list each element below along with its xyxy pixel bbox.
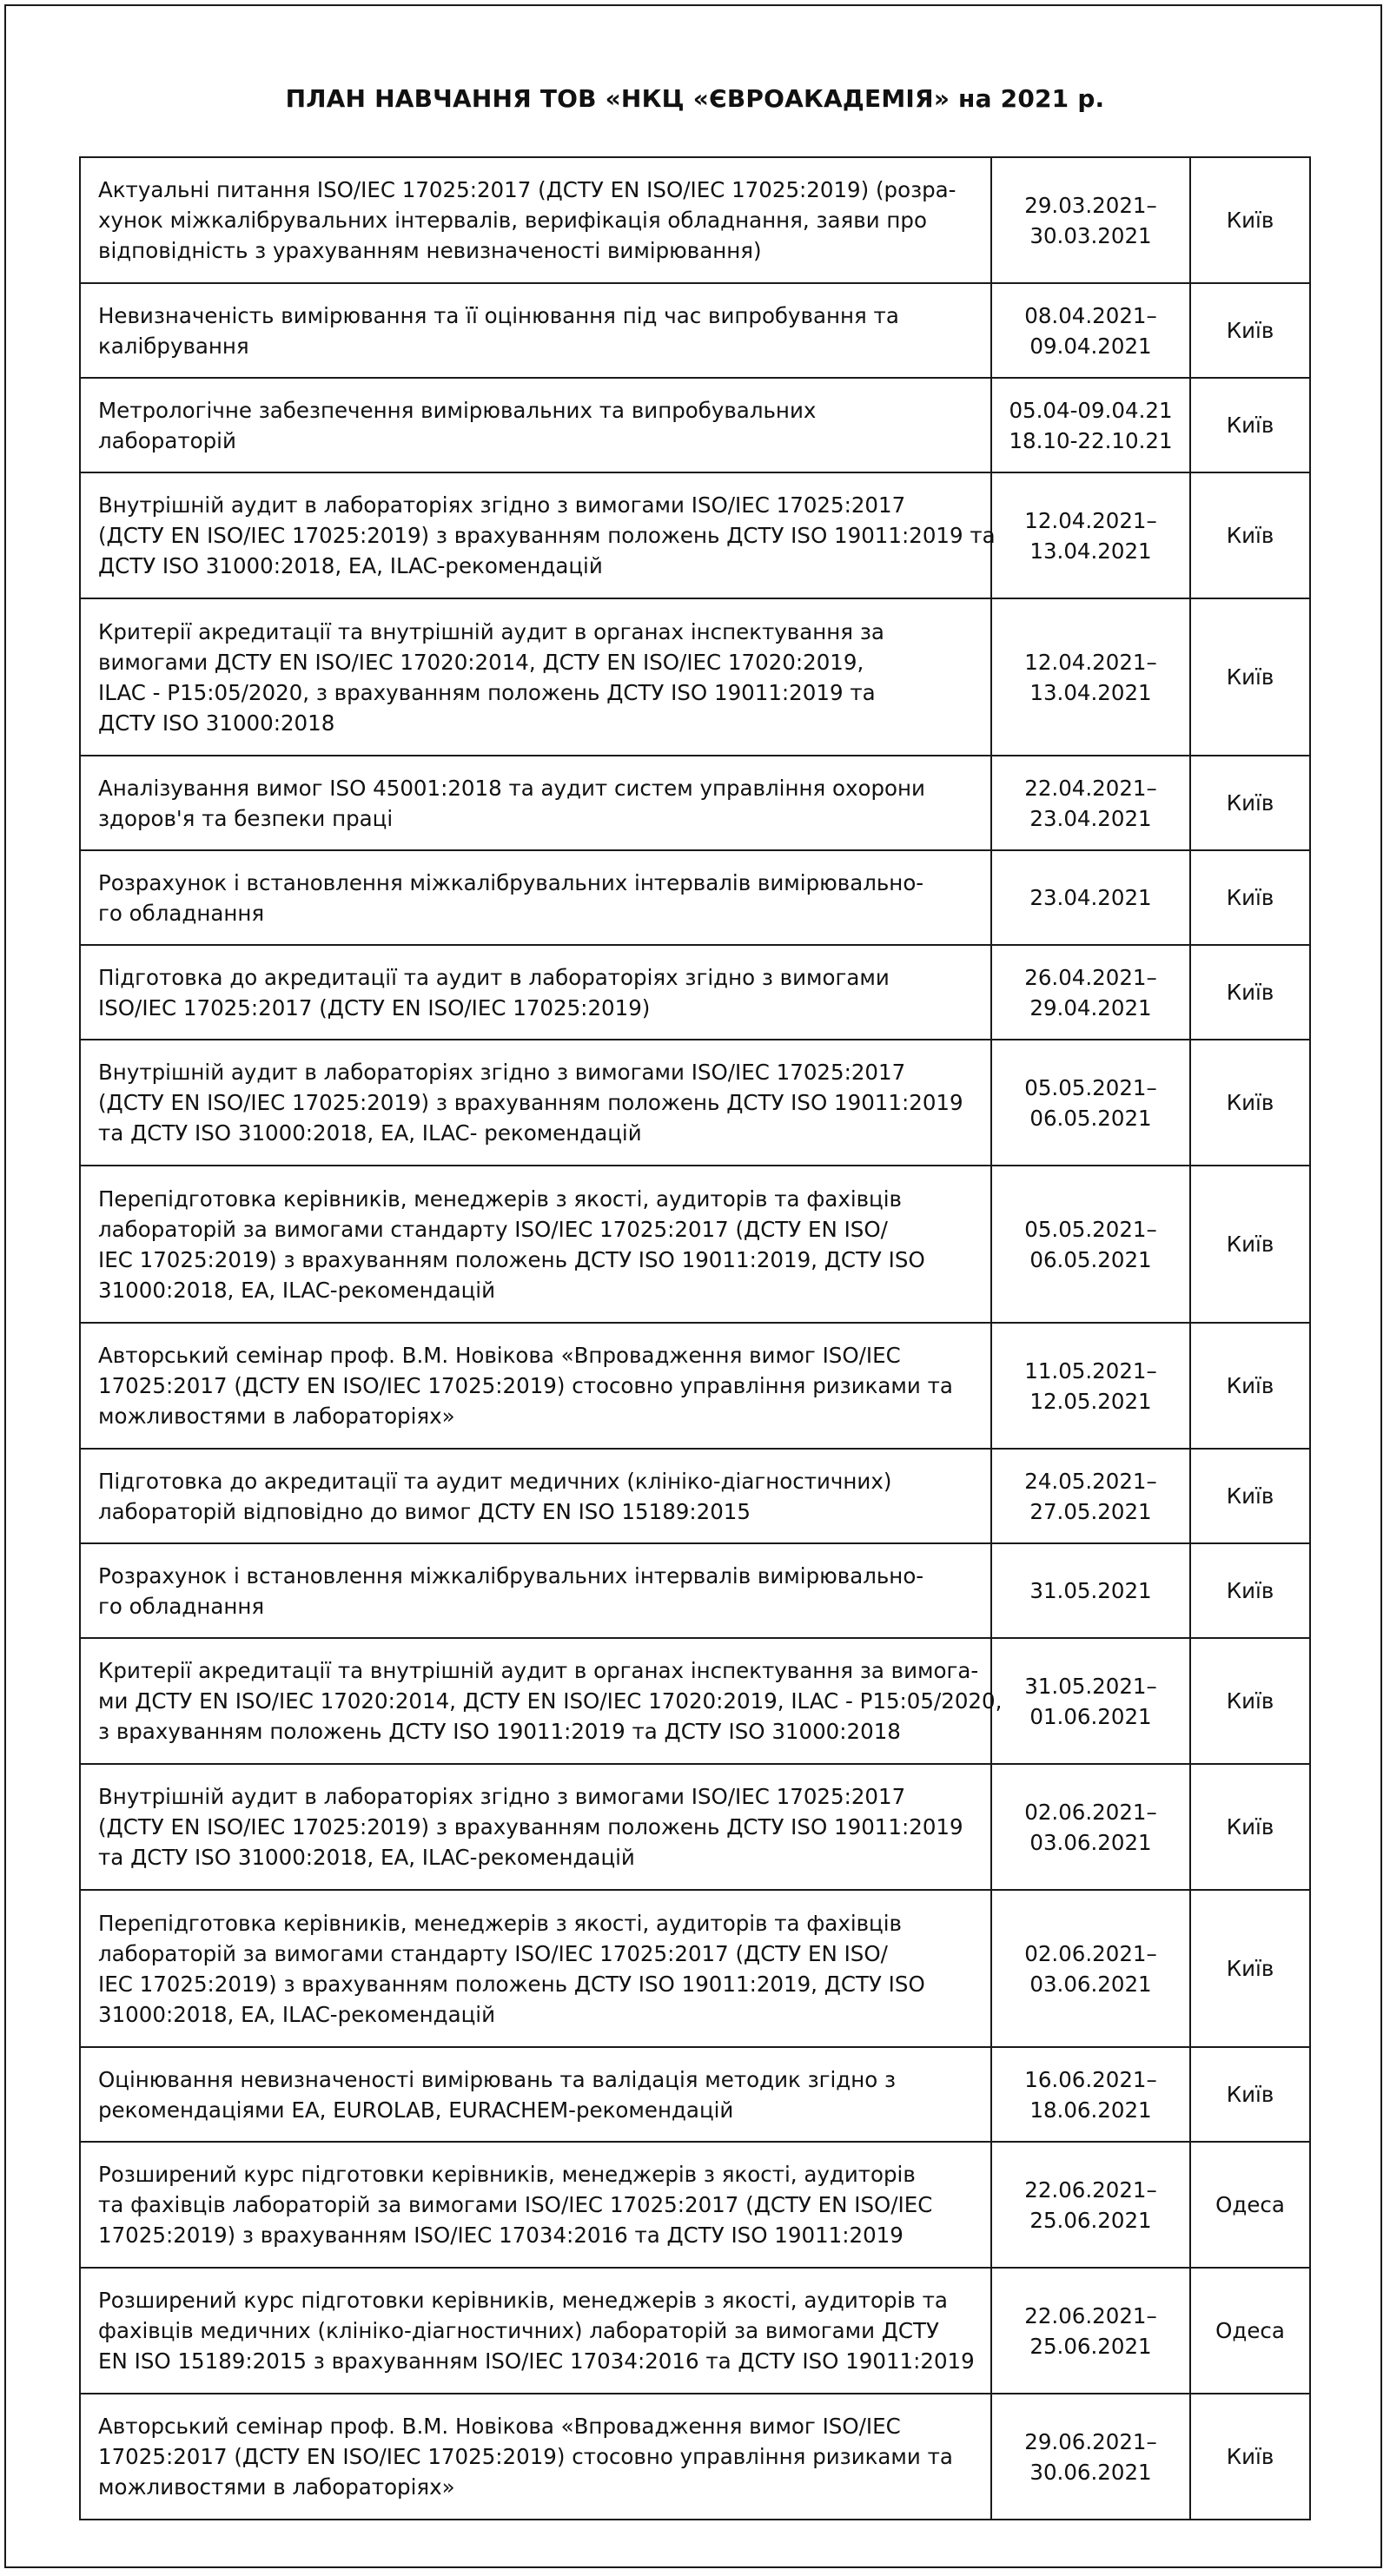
course-title-cell (80, 1166, 991, 1323)
course-title-cell (80, 1449, 991, 1543)
course-city-cell: Київ (1190, 1543, 1310, 1638)
course-title-line: Критерії акредитації та внутрішній аудит в органах інспектування за (98, 618, 884, 644)
course-date-line: 02.06.2021– (1024, 1799, 1157, 1825)
course-city-cell: Київ (1190, 378, 1310, 472)
course-title-line: калібрування (98, 333, 249, 359)
course-date-line: 29.04.2021 (1029, 994, 1152, 1020)
course-date-line: 31.05.2021– (1024, 1673, 1157, 1699)
training-plan-body (80, 157, 1310, 2520)
course-title-line: ILAC - P15:05/2020, з врахуванням положень ДСТУ ISO 19011:2019 та (98, 679, 876, 705)
course-date-line: 13.04.2021 (1029, 538, 1152, 564)
course-title-line: та фахівців лабораторій за вимогами ISO/IEC 17025:2017 (ДСТУ EN ISO/IEC (98, 2192, 933, 2217)
course-date-line: 05.05.2021– (1024, 1216, 1157, 1242)
course-dates-cell (991, 945, 1190, 1040)
course-date-line: 26.04.2021– (1024, 964, 1157, 990)
table-row (80, 2142, 1310, 2268)
course-title-line: рекомендаціями EA, EUROLAB, EURACHEM-рекомендацій (98, 2097, 734, 2123)
course-date-line: 08.04.2021– (1024, 302, 1157, 328)
course-dates-cell (991, 378, 1190, 472)
course-title-line: можливостями в лабораторіях» (98, 1404, 455, 1429)
course-date-line: 22.04.2021– (1024, 775, 1157, 801)
course-city-cell: Київ (1190, 2047, 1310, 2142)
course-city-cell: Київ (1190, 157, 1310, 283)
course-date-line: 31.05.2021 (1029, 1578, 1152, 1603)
course-title-cell (80, 1890, 991, 2047)
course-date-line: 25.06.2021 (1029, 2333, 1152, 2359)
course-title-line: Розширений курс підготовки керівників, менеджерів з якості, аудиторів (98, 2162, 916, 2187)
course-title-line: Розширений курс підготовки керівників, менеджерів з якості, аудиторів та (98, 2288, 948, 2313)
table-row (80, 283, 1310, 378)
table-row (80, 2394, 1310, 2520)
course-title-line: го обладнання (98, 1593, 265, 1619)
course-title-line: (ДСТУ EN ISO/IEC 17025:2019) з врахуванням положень ДСТУ ISO 19011:2019 та (98, 523, 996, 548)
course-date-line: 02.06.2021– (1024, 1940, 1157, 1966)
course-city-cell: Київ (1190, 2394, 1310, 2520)
course-title-line: вимогами ДСТУ EN ISO/IEC 17020:2014, ДСТУ EN ISO/IEC 17020:2019, (98, 649, 864, 675)
course-date-line: 09.04.2021 (1029, 333, 1152, 359)
course-city-cell: Одеса (1190, 2142, 1310, 2268)
course-title-line: (ДСТУ EN ISO/IEC 17025:2019) з врахуванням положень ДСТУ ISO 19011:2019 (98, 1090, 963, 1115)
course-city-cell: Київ (1190, 1449, 1310, 1543)
course-title-line: ДСТУ ISO 31000:2018, EA, ILAC-рекомендацій (98, 553, 603, 578)
course-title-cell (80, 2142, 991, 2268)
course-title-line: хунок міжкалібрувальних інтервалів, верифікація обладнання, заяви про (98, 208, 927, 233)
course-title-line: лабораторій (98, 427, 236, 453)
course-date-line: 11.05.2021– (1024, 1357, 1157, 1384)
table-row (80, 2268, 1310, 2394)
course-city-cell: Київ (1190, 850, 1310, 945)
course-date-line: 16.06.2021– (1024, 2066, 1157, 2092)
table-row (80, 472, 1310, 598)
course-date-line: 01.06.2021 (1029, 1703, 1152, 1729)
course-date-line: 05.05.2021– (1024, 1074, 1157, 1100)
course-title-line: Невизначеність вимірювання та її оцінювання під час випробування та (98, 302, 899, 328)
course-dates-cell (991, 1323, 1190, 1449)
course-date-line: 06.05.2021 (1029, 1246, 1152, 1272)
course-title-line: Актуальні питання ISO/IEC 17025:2017 (ДСТУ EN ISO/IEC 17025:2019) (розра- (98, 177, 956, 202)
course-city-cell: Одеса (1190, 2268, 1310, 2394)
course-title-line: Метрологічне забезпечення вимірювальних та випробувальних (98, 397, 817, 423)
table-row (80, 598, 1310, 756)
course-title-line: лабораторій за вимогами стандарту ISO/IEC 17025:2017 (ДСТУ EN ISO/ (98, 1940, 888, 1966)
course-title-line: 17025:2019) з врахуванням ISO/IEC 17034:2016 та ДСТУ ISO 19011:2019 (98, 2223, 904, 2248)
course-city-cell: Київ (1190, 1764, 1310, 1890)
course-title-line: 17025:2017 (ДСТУ EN ISO/IEC 17025:2019) стосовно управління ризиками та (98, 2444, 953, 2469)
course-title-line: Розрахунок і встановлення міжкалібрувальних інтервалів вимірювально- (98, 869, 924, 895)
course-dates-cell (991, 283, 1190, 378)
course-date-line: 25.06.2021 (1029, 2207, 1152, 2233)
course-title-line: лабораторій відповідно до вимог ДСТУ EN ISO 15189:2015 (98, 1498, 751, 1524)
table-row (80, 157, 1310, 283)
table-row (80, 1638, 1310, 1764)
course-title-line: го обладнання (98, 900, 265, 926)
course-dates-cell (991, 157, 1190, 283)
course-dates-cell (991, 1638, 1190, 1764)
course-date-line: 29.06.2021– (1024, 2428, 1157, 2454)
table-row (80, 1543, 1310, 1638)
course-title-line: Внутрішній аудит в лабораторіях згідно з вимогами ISO/IEC 17025:2017 (98, 492, 906, 518)
course-date-line: 29.03.2021– (1024, 192, 1157, 218)
course-dates-cell (991, 2268, 1190, 2394)
table-row (80, 850, 1310, 945)
table-row (80, 2047, 1310, 2142)
course-date-line: 27.05.2021 (1029, 1498, 1152, 1524)
course-title-cell (80, 850, 991, 945)
table-row (80, 1890, 1310, 2047)
course-date-line: 24.05.2021– (1024, 1468, 1157, 1494)
course-title-line: Внутрішній аудит в лабораторіях згідно з вимогами ISO/IEC 17025:2017 (98, 1784, 906, 1809)
course-date-line: 30.06.2021 (1029, 2459, 1152, 2485)
course-title-cell (80, 756, 991, 850)
course-dates-cell (991, 1543, 1190, 1638)
course-title-line: (ДСТУ EN ISO/IEC 17025:2019) з врахуванням положень ДСТУ ISO 19011:2019 (98, 1814, 963, 1840)
course-title-line: з врахуванням положень ДСТУ ISO 19011:2019 та ДСТУ ISO 31000:2018 (98, 1719, 901, 1744)
course-title-line: можливостями в лабораторіях» (98, 2474, 455, 2500)
table-row (80, 1449, 1310, 1543)
course-title-line: Розрахунок і встановлення міжкалібрувальних інтервалів вимірювально- (98, 1562, 924, 1589)
course-title-cell (80, 1323, 991, 1449)
course-title-line: 31000:2018, EA, ILAC-рекомендацій (98, 1277, 495, 1303)
table-row (80, 756, 1310, 850)
table-row (80, 1040, 1310, 1166)
course-date-line: 05.04-09.04.21 (1009, 397, 1173, 423)
course-date-line: 22.06.2021– (1024, 2176, 1157, 2203)
course-dates-cell (991, 1040, 1190, 1166)
course-title-line: EN ISO 15189:2015 з врахуванням ISO/IEC 17034:2016 та ДСТУ ISO 19011:2019 (98, 2348, 975, 2374)
course-dates-cell (991, 850, 1190, 945)
course-city-cell: Київ (1190, 756, 1310, 850)
course-title-line: Авторський семінар проф. В.М. Новікова «Впровадження вимог ISO/IEC (98, 2414, 901, 2439)
course-title-line: Підготовка до акредитації та аудит медичних (клініко-діагностичних) (98, 1468, 892, 1494)
course-title-cell (80, 1764, 991, 1890)
course-title-line: 17025:2017 (ДСТУ EN ISO/IEC 17025:2019) стосовно управління ризиками та (98, 1373, 953, 1398)
course-dates-cell (991, 472, 1190, 598)
course-dates-cell (991, 2047, 1190, 2142)
course-dates-cell (991, 598, 1190, 756)
page-title: ПЛАН НАВЧАННЯ ТОВ «НКЦ «ЄВРОАКАДЕМІЯ» на 2021 р. (285, 84, 1105, 113)
table-row (80, 1764, 1310, 1890)
course-title-cell (80, 598, 991, 756)
course-date-line: 03.06.2021 (1029, 1829, 1152, 1855)
course-city-cell: Київ (1190, 945, 1310, 1040)
course-city-cell: Київ (1190, 472, 1310, 598)
course-dates-cell (991, 1764, 1190, 1890)
course-title-line: ISO/IEC 17025:2017 (ДСТУ EN ISO/IEC 17025:2019) (98, 994, 651, 1020)
course-date-line: 22.06.2021– (1024, 2302, 1157, 2328)
course-date-line: 23.04.2021 (1029, 885, 1152, 910)
course-title-cell (80, 1638, 1003, 1764)
course-title-line: та ДСТУ ISO 31000:2018, EA, ILAC- рекомендацій (98, 1120, 642, 1146)
course-title-line: Аналізування вимог ISO 45001:2018 та аудит систем управління охорони (98, 775, 925, 801)
course-title-line: 31000:2018, EA, ILAC-рекомендацій (98, 2001, 495, 2027)
course-city-cell: Київ (1190, 1890, 1310, 2047)
course-title-cell (80, 2394, 991, 2520)
course-title-line: Перепідготовка керівників, менеджерів з якості, аудиторів та фахівців (98, 1910, 902, 1936)
course-title-cell (80, 378, 991, 472)
course-title-cell (80, 1543, 991, 1638)
table-row (80, 1323, 1310, 1449)
course-title-cell (80, 2047, 991, 2142)
course-date-line: 23.04.2021 (1029, 805, 1152, 831)
course-date-line: 12.04.2021– (1024, 507, 1157, 533)
course-dates-cell (991, 1166, 1190, 1323)
course-title-cell (80, 1040, 991, 1166)
course-date-line: 12.05.2021 (1029, 1388, 1152, 1414)
course-title-line: Внутрішній аудит в лабораторіях згідно з вимогами ISO/IEC 17025:2017 (98, 1060, 906, 1085)
course-title-line: Оцінювання невизначеності вимірювань та валідація методик згідно з (98, 2066, 897, 2092)
course-date-line: 03.06.2021 (1029, 1971, 1152, 1997)
course-title-line: ми ДСТУ EN ISO/IEC 17020:2014, ДСТУ EN ISO/IEC 17020:2019, ILAC - P15:05/2020, (98, 1688, 1003, 1714)
course-title-line: IEC 17025:2019) з врахуванням положень ДСТУ ISO 19011:2019, ДСТУ ISO (98, 1246, 925, 1272)
course-title-line: відповідність з урахуванням невизначеності вимірювання) (98, 238, 762, 263)
training-plan-table (79, 156, 1311, 2520)
table-row (80, 378, 1310, 472)
table-row (80, 1166, 1310, 1323)
course-title-cell (80, 283, 991, 378)
course-city-cell: Київ (1190, 598, 1310, 756)
course-dates-cell (991, 1449, 1190, 1543)
table-row (80, 945, 1310, 1040)
course-dates-cell (991, 2142, 1190, 2268)
course-title-line: лабораторій за вимогами стандарту ISO/IEC 17025:2017 (ДСТУ EN ISO/ (98, 1216, 888, 1242)
course-title-line: Підготовка до акредитації та аудит в лабораторіях згідно з вимогами (98, 964, 890, 990)
course-title-cell (80, 472, 996, 598)
course-date-line: 13.04.2021 (1029, 679, 1152, 705)
course-city-cell: Київ (1190, 1638, 1310, 1764)
course-date-line: 18.10-22.10.21 (1009, 427, 1173, 453)
course-title-line: Критерії акредитації та внутрішній аудит в органах інспектування за вимога- (98, 1658, 979, 1683)
course-title-line: IEC 17025:2019) з врахуванням положень ДСТУ ISO 19011:2019, ДСТУ ISO (98, 1971, 925, 1997)
course-title-line: здоров'я та безпеки праці (98, 805, 394, 831)
course-city-cell: Київ (1190, 283, 1310, 378)
course-title-line: Авторський семінар проф. В.М. Новікова «Впровадження вимог ISO/IEC (98, 1343, 901, 1368)
course-city-cell: Київ (1190, 1040, 1310, 1166)
course-city-cell: Київ (1190, 1166, 1310, 1323)
course-title-line: ДСТУ ISO 31000:2018 (98, 710, 335, 736)
course-title-cell (80, 2268, 991, 2394)
course-city-cell: Київ (1190, 1323, 1310, 1449)
course-date-line: 18.06.2021 (1029, 2097, 1152, 2123)
course-title-cell (80, 157, 991, 283)
course-date-line: 30.03.2021 (1029, 222, 1152, 248)
course-dates-cell (991, 1890, 1190, 2047)
course-date-line: 12.04.2021– (1024, 649, 1157, 675)
course-date-line: 06.05.2021 (1029, 1105, 1152, 1131)
course-dates-cell (991, 2394, 1190, 2520)
course-title-line: Перепідготовка керівників, менеджерів з якості, аудиторів та фахівців (98, 1186, 902, 1212)
course-title-line: фахівців медичних (клініко-діагностичних) лабораторій за вимогами ДСТУ (98, 2318, 939, 2343)
course-dates-cell (991, 756, 1190, 850)
course-title-cell (80, 945, 991, 1040)
course-title-line: та ДСТУ ISO 31000:2018, EA, ILAC-рекомендацій (98, 1845, 635, 1870)
